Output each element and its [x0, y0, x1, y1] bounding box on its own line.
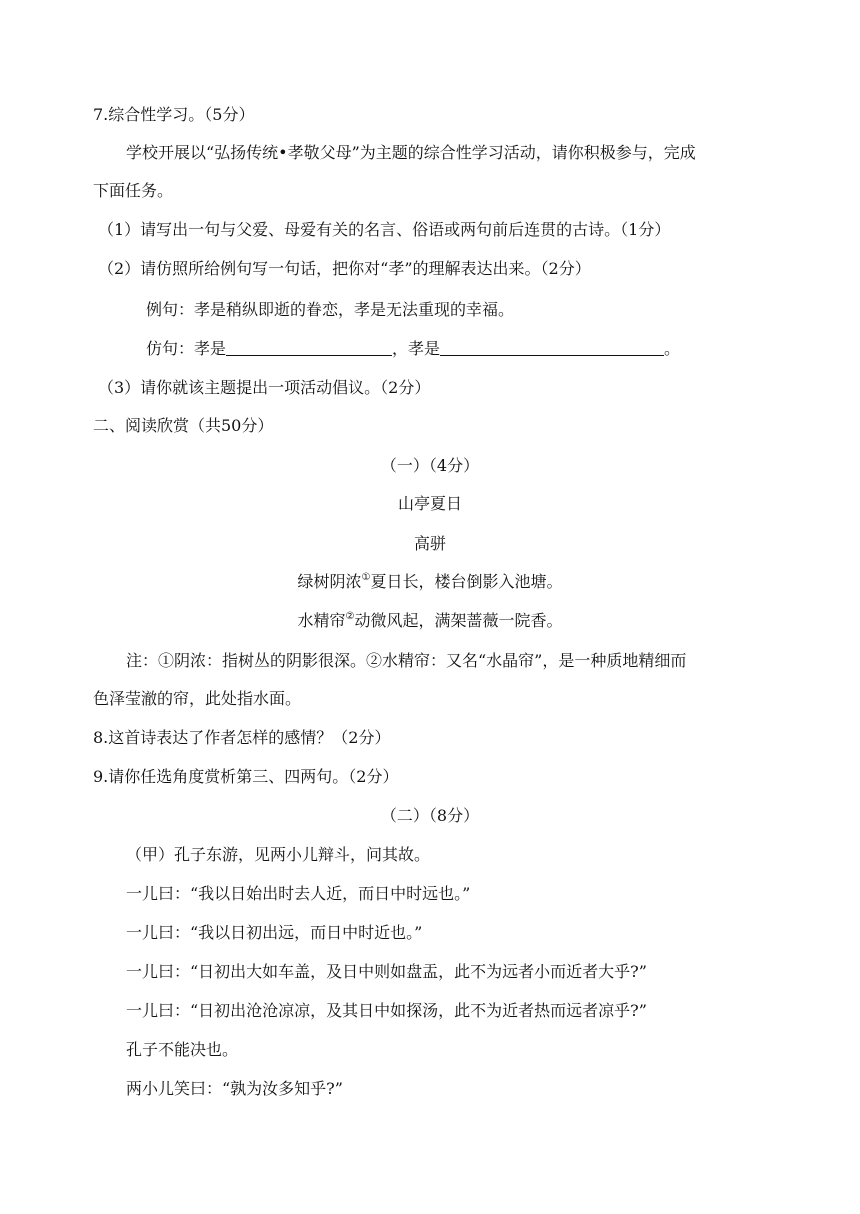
imitate-prefix: 仿句：孝是 [146, 339, 227, 358]
passage-line-5: 一儿曰：“日初出沧沧凉凉，及其日中如探汤，此不为近者热而远者凉乎?” [126, 1001, 647, 1020]
q7-task-2: （2）请仿照所给例句写一句话，把你对“孝”的理解表达出来。（2分） [98, 259, 591, 278]
poem-note-line-2: 色泽莹澈的帘，此处指水面。 [93, 689, 302, 708]
passage-line-1: （甲）孔子东游，见两小儿辩斗，问其故。 [126, 845, 431, 864]
poem-author: 高骈 [413, 534, 446, 553]
passage-line-7: 两小儿笑曰：“孰为汝多知乎?” [126, 1079, 343, 1098]
q7-task-1: （1）请写出一句与父爱、母爱有关的名言、俗语或两句前后连贯的古诗。（1分） [98, 220, 671, 239]
footnote-ref-2: ② [345, 611, 355, 622]
q7-intro-line-1: 学校开展以“弘扬传统•孝敬父母”为主题的综合性学习活动，请你积极参与，完成 [126, 143, 696, 162]
part-1-heading: （一）（4分） [380, 456, 480, 475]
poem-note-line-1: 注：①阴浓：指树丛的阴影很深。②水精帘：又名“水晶帘”，是一种质地精细而 [126, 651, 687, 670]
q7-title: 7.综合性学习。（5分） [93, 105, 255, 124]
answer-blank-1[interactable] [226, 339, 392, 356]
part-2-heading: （二）（8分） [380, 806, 480, 825]
q7-imitate-line [146, 339, 680, 359]
poem-line-2 [0, 611, 860, 631]
poem-line-1-part-b: 夏日长，楼台倒影入池塘。 [370, 572, 563, 591]
imitate-suffix: 。 [664, 339, 681, 358]
answer-blank-2[interactable] [440, 339, 664, 356]
poem-line-2-part-a: 水精帘 [297, 611, 346, 630]
passage-line-2: 一儿曰：“我以日始出时去人近，而日中时远也。” [126, 884, 471, 903]
section-2-title: 二、阅读欣赏（共50分） [93, 416, 274, 435]
poem-title: 山亭夏日 [397, 494, 462, 513]
poem-line-2-part-b: 动微风起，满架蔷薇一院香。 [354, 611, 563, 630]
passage-line-6: 孔子不能决也。 [126, 1040, 239, 1059]
imitate-middle: ，孝是 [392, 339, 441, 358]
poem-line-1-part-a: 绿树阴浓 [297, 572, 362, 591]
q9: 9.请你任选角度赏析第三、四两句。（2分） [93, 767, 399, 786]
q8: 8.这首诗表达了作者怎样的感情？（2分） [93, 728, 391, 747]
footnote-ref-1: ① [361, 572, 371, 583]
q7-intro-line-2: 下面任务。 [93, 181, 174, 200]
q7-example: 例句：孝是稍纵即逝的眷恋，孝是无法重现的幸福。 [146, 300, 515, 319]
q7-task-3: （3）请你就该主题提出一项活动倡议。（2分） [98, 378, 431, 397]
passage-line-3: 一儿曰：“我以日初出远，而日中时近也。” [126, 923, 423, 942]
passage-line-4: 一儿曰：“日初出大如车盖，及日中则如盘盂，此不为远者小而近者大乎?” [126, 962, 647, 981]
poem-line-1 [0, 572, 860, 592]
